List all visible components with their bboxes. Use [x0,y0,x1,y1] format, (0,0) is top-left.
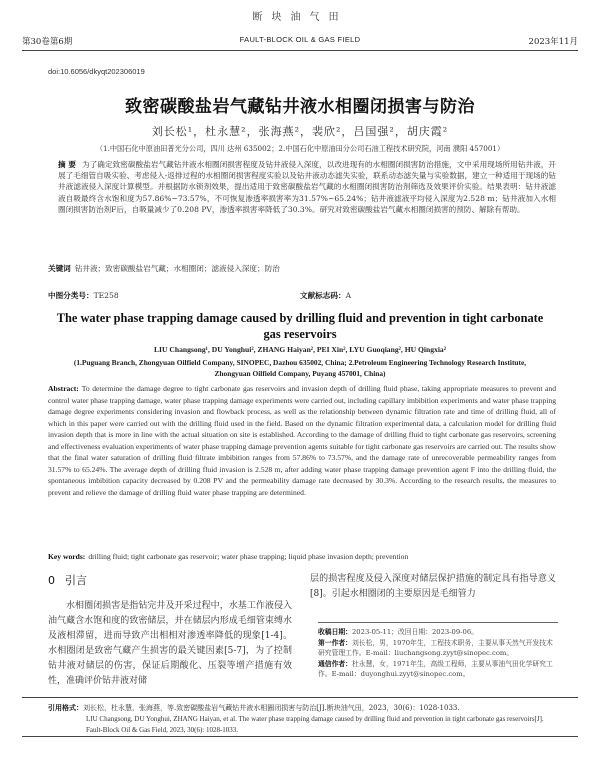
footnote-divider [318,622,558,623]
clc-value: TE258 [93,291,119,300]
section-number: 0 [48,574,55,587]
author-list: 刘长松¹，杜永慧²，张海燕²，裴欣²，吕国强²，胡庆霞² [151,125,449,138]
doi[interactable]: doi:10.6056/dkyqt202306019 [48,67,145,76]
clc-label: 中图分类号： [48,291,94,300]
keywords-en-label: Key words: [48,552,86,561]
section-heading [48,572,87,588]
citation-en: LIU Changsong, DU Yonghui, ZHANG Haiyan, et al. The water phase trapping damage caused by drilling fluid and prevention in tight carbonate gas reservoirs[J]. Fault-Block Oil & Gas Field, 2023, 30(6): 1028-1033. [86,715,544,734]
header-divider [22,50,578,51]
doc-code-value: A [345,291,352,300]
abstract-en [48,383,556,498]
doc-code-label: 文献标志码： [300,291,346,300]
abstract-cn [58,159,556,215]
journal-name-header: 断块油气田 [252,12,348,23]
page-title: 致密碳酸盐岩气藏钻井液水相圈闭损害与防治 [125,97,475,117]
body-text-left-column: 水相圈闭损害是指钻完井及开采过程中，水基工作液侵入油气藏含水饱和度的致密储层，并在储层内形成毛细管束缚水及液相滞留，进而导致产出相相对渗透率降低的现象[1-4]。水相圈闭是致密气藏产生损害的最关键因素[5-7]，为了控制钻井液对储层的伤害，保证后期酸化、压裂等增产措施有效性，准确评价钻井液对储 [48,601,292,686]
keywords-en [48,552,556,561]
citation-cn [48,703,556,713]
citation-label: 引用格式： [48,704,83,712]
english-affiliation: (1.Puguang Branch, Zhongyuan Oilfield Company, SINOPEC, Dazhou 635002, China; 2.Petroleum Engineering Technology Research Institute, Zhongyuan Oilfield Company, Puyang 457001, China) [73,358,527,378]
citation-cn-text: 刘长松，杜永慧，张海燕，等.致密碳酸盐岩气藏钻井液水相圈闭损害与防治[J].断块油气田，2023，30(6)：1028-1033. [83,704,460,712]
clc-number [48,290,119,301]
publication-date: 2023年11月 [528,37,578,47]
affiliation: （1.中国石化中原油田普光分公司，四川 达州 635002；2.中国石化中原油田分公司石油工程技术研究院，河南 濮阳 457001） [95,144,505,153]
keywords-label: 关键词 [48,264,71,273]
journal-name-en: FAULT-BLOCK OIL & GAS FIELD [239,35,361,44]
abstract-label: 摘 要 [58,160,76,169]
volume-issue: 第30卷第6期 [22,37,73,47]
document-code [300,290,351,301]
english-title: The water phase trapping damage caused by drilling fluid and prevention in tight carbonate gas reservoirs [56,311,544,341]
first-author-note: 第一作者：刘长松，男，1970年生，工程技术职务，主要从事天然气开发技术研究管理工作。E-mail：liuchangsong.zyyt@sinopec.com。 [318,638,553,657]
keywords-en-text: drilling fluid; tight carbonate gas reservoir; water phase trapping; liquid phase invasion depth; prevention [88,552,409,561]
abstract-en-text: To determine the damage degree to tight carbonate gas reservoirs and invasion depth of drilling fluid phase, taking appropriate measures to prevent and control water phase trapping damage, water phase trapping damage experiments were carried out, including capillary imbibition experiments and water phase trapping damage degree experiments considering invasion and flowback process, as well as the relationship between dynamic filtration rate and time of drilling fluid, all of which in this paper were carried out with the drilling fluid used in the field. Based on the dynamic filtration experimental data, a calculation model for drilling fluid invasion depth that is more in line with the actual situation on site is established. According to the damage of drilling fluid to tight carbonate gas reservoirs, screening and effectiveness evaluation experiments of water phase trapping damage prevention agents suitable for tight carbonate gas reservoirs are carried out. The results show that the final water saturation of drilling fluid filtrate imbibition ranges from 57.86% to 73.57%, and the damage rate of unrecoverable permeability ranges from 31.57% to 65.24%. The average depth of drilling fluid invasion is 2.528 m, after adding water phase trapping damage prevention agent F into the drilling fluid, the spontaneous imbibition capacity decreased by 0.208 PV and the permeability damage rate decreased by 30.3%. According to the research results, the measures to prevent and relieve the damage of drilling fluid water phase trapping are determined. [48,384,556,497]
abstract-text: 为了确定致密碳酸盐岩气藏钻井液水相圈闭损害程度及钻井液侵入深度，以改进现有的水相圈闭损害防治措施，文中采用现场所用钻井液，开展了毛细管自吸实验、考虑侵入-返排过程的水相圈闭损害程度实验以及钻井液动态滤失实验，联系动态滤失量与实验数据，建立一种适用于现场的钻井液滤液侵入深度计算模型。并根据防水锁剂效果，提出适用于致密碳酸盐岩气藏的水相圈闭损害防治剂筛选及效果评价实验。结果表明：钻井液滤液自吸最终含水饱和度为57.86%~73.57%，不可恢复渗透率损害率为31.57%~65.24%；钻井液滤液平均侵入深度为2.528 m；钻井液加入水相圈闭损害防治剂F后，自吸量减少了0.208 PV，渗透率损害率降低了30.3%。研究对致密碳酸盐岩气藏水相圈闭损害的预防、解除有帮助。 [58,160,556,214]
english-author-list: LIU Changsong¹, DU Yonghui², ZHANG Haiyan², PEI Xin², LYU Guoqiang², HU Qingxia² [153,345,447,354]
abstract-en-label: Abstract: [48,384,79,393]
footnote [318,627,558,680]
corresponding-author-note: 通信作者：杜永慧，女，1971年生，高级工程师，主要从事油气田化学研究工作。E-mail：duyonghui.zyyt@sinopec.com。 [318,659,553,678]
body-text-right-column: 层的损害程度及侵入深度对储层保护措施的制定具有指导意义[8]。引起水相圈闭的主要原因是毛细管力 [310,574,556,599]
keywords-text: 钻井液；致密碳酸盐岩气藏；水相圈闭；滤液侵入深度；防治 [74,264,280,273]
section-title: 引言 [65,574,87,587]
received-date: 收稿日期：2023-05-11；改回日期：2023-09-06。 [318,628,478,636]
keywords-cn [48,263,556,274]
